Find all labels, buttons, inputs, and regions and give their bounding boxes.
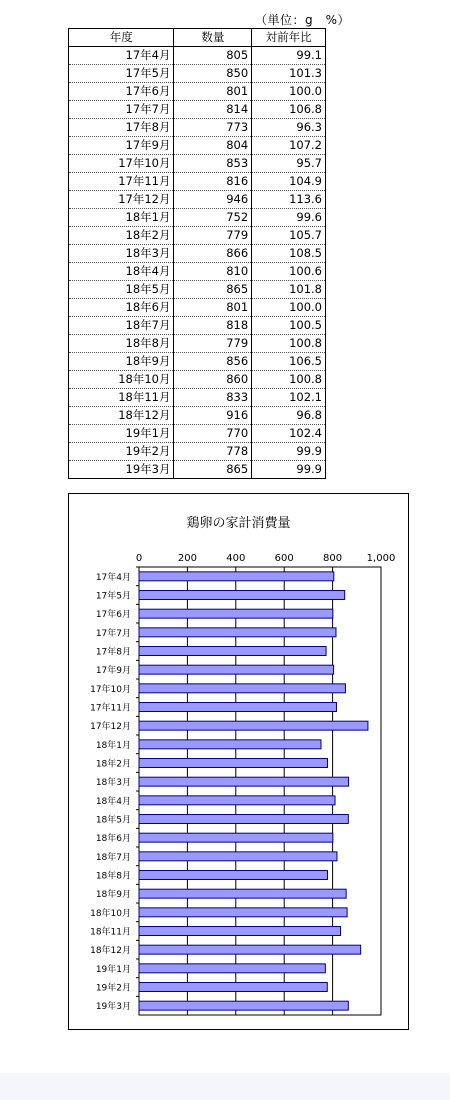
row-yoy-ratio: 105.7 (252, 227, 326, 245)
x-tick-label: 800 (323, 553, 343, 564)
row-yoy-ratio: 100.6 (252, 263, 326, 281)
bar-chart (69, 494, 410, 1031)
row-period: 17年7月 (69, 101, 174, 119)
category-label: 18年3月 (95, 778, 131, 789)
row-period: 19年3月 (69, 461, 174, 479)
row-period: 18年8月 (69, 335, 174, 353)
table-row (69, 83, 326, 101)
bar (139, 740, 321, 749)
category-label: 18年11月 (90, 927, 131, 938)
bar (139, 833, 333, 842)
chart-title: 鶏卵の家計消費量 (186, 516, 291, 531)
category-label: 18年4月 (95, 796, 131, 807)
row-yoy-ratio: 106.8 (252, 101, 326, 119)
row-period: 17年6月 (69, 83, 174, 101)
bar (139, 889, 346, 898)
row-period: 17年9月 (69, 137, 174, 155)
row-yoy-ratio: 113.6 (252, 191, 326, 209)
category-label: 17年8月 (95, 647, 131, 658)
x-tick-label: 400 (226, 553, 246, 564)
header-period: 年度 (69, 29, 174, 47)
row-yoy-ratio: 100.5 (252, 317, 326, 335)
row-quantity: 818 (174, 317, 252, 335)
table-header-row (69, 29, 326, 47)
category-label: 18年5月 (95, 815, 131, 826)
category-label: 19年2月 (95, 983, 131, 994)
row-quantity: 866 (174, 245, 252, 263)
x-tick-label: 1,000 (366, 553, 396, 564)
row-quantity: 779 (174, 335, 252, 353)
row-quantity: 865 (174, 461, 252, 479)
bar (139, 721, 368, 730)
category-label: 18年6月 (95, 834, 131, 845)
bar (139, 908, 347, 917)
table-row (69, 317, 326, 335)
header-yoy-ratio: 対前年比 (252, 29, 326, 47)
row-period: 19年1月 (69, 425, 174, 443)
row-yoy-ratio: 100.0 (252, 299, 326, 317)
row-period: 18年10月 (69, 371, 174, 389)
row-quantity: 865 (174, 281, 252, 299)
table-row (69, 425, 326, 443)
category-label: 17年10月 (90, 684, 131, 695)
unit-label: （単位：g %） (255, 13, 351, 27)
table-row (69, 101, 326, 119)
footer-band (0, 1073, 450, 1100)
row-quantity: 805 (174, 47, 252, 65)
row-quantity: 801 (174, 83, 252, 101)
table-row (69, 227, 326, 245)
row-period: 18年1月 (69, 209, 174, 227)
table-row (69, 443, 326, 461)
bar (139, 983, 327, 992)
row-period: 18年11月 (69, 389, 174, 407)
table-row (69, 191, 326, 209)
bar (139, 759, 328, 768)
data-table (68, 28, 326, 479)
bar (139, 628, 336, 637)
row-quantity: 816 (174, 173, 252, 191)
row-quantity: 778 (174, 443, 252, 461)
bar (139, 852, 337, 861)
category-label: 18年12月 (90, 946, 131, 957)
table-body (69, 47, 326, 479)
x-tick-label: 200 (177, 553, 197, 564)
row-yoy-ratio: 96.8 (252, 407, 326, 425)
row-quantity: 860 (174, 371, 252, 389)
row-period: 17年8月 (69, 119, 174, 137)
row-yoy-ratio: 100.8 (252, 371, 326, 389)
row-yoy-ratio: 100.8 (252, 335, 326, 353)
row-yoy-ratio: 102.4 (252, 425, 326, 443)
row-quantity: 856 (174, 353, 252, 371)
x-tick-label: 600 (274, 553, 294, 564)
bar (139, 945, 361, 954)
category-label: 17年4月 (95, 572, 131, 583)
row-period: 18年9月 (69, 353, 174, 371)
category-label: 17年7月 (95, 628, 131, 639)
table-row (69, 263, 326, 281)
bar (139, 871, 328, 880)
row-period: 18年5月 (69, 281, 174, 299)
row-yoy-ratio: 99.9 (252, 461, 326, 479)
category-label: 19年3月 (95, 1002, 131, 1013)
row-period: 18年4月 (69, 263, 174, 281)
category-label: 18年8月 (95, 871, 131, 882)
row-quantity: 916 (174, 407, 252, 425)
row-quantity: 833 (174, 389, 252, 407)
row-yoy-ratio: 101.8 (252, 281, 326, 299)
x-tick-label: 0 (135, 553, 143, 564)
bar (139, 609, 333, 618)
row-yoy-ratio: 102.1 (252, 389, 326, 407)
row-yoy-ratio: 101.3 (252, 65, 326, 83)
bar (139, 572, 334, 581)
table-row (69, 299, 326, 317)
row-yoy-ratio: 99.6 (252, 209, 326, 227)
table-row (69, 209, 326, 227)
row-period: 18年2月 (69, 227, 174, 245)
table-row (69, 461, 326, 479)
row-quantity: 801 (174, 299, 252, 317)
row-period: 18年6月 (69, 299, 174, 317)
row-quantity: 853 (174, 155, 252, 173)
category-label: 17年11月 (90, 703, 131, 714)
row-yoy-ratio: 107.2 (252, 137, 326, 155)
row-quantity: 770 (174, 425, 252, 443)
row-yoy-ratio: 95.7 (252, 155, 326, 173)
bar (139, 647, 326, 656)
row-period: 18年12月 (69, 407, 174, 425)
table-row (69, 407, 326, 425)
row-quantity: 946 (174, 191, 252, 209)
table-row (69, 371, 326, 389)
category-label: 17年5月 (95, 591, 131, 602)
table-row (69, 281, 326, 299)
header-quantity: 数量 (174, 29, 252, 47)
bar (139, 927, 341, 936)
row-quantity: 779 (174, 227, 252, 245)
table-row (69, 119, 326, 137)
row-period: 18年7月 (69, 317, 174, 335)
category-label: 18年2月 (95, 759, 131, 770)
category-label: 19年1月 (95, 964, 131, 975)
row-quantity: 810 (174, 263, 252, 281)
category-label: 18年9月 (95, 890, 131, 901)
row-period: 17年11月 (69, 173, 174, 191)
bar (139, 815, 348, 824)
category-label: 18年1月 (95, 740, 131, 751)
row-period: 17年12月 (69, 191, 174, 209)
row-quantity: 814 (174, 101, 252, 119)
row-yoy-ratio: 99.9 (252, 443, 326, 461)
chart-container (68, 493, 409, 1030)
row-period: 18年3月 (69, 245, 174, 263)
row-period: 17年4月 (69, 47, 174, 65)
bar (139, 665, 334, 674)
table-row (69, 173, 326, 191)
bar (139, 684, 345, 693)
category-label: 18年10月 (90, 908, 131, 919)
table-row (69, 155, 326, 173)
row-quantity: 804 (174, 137, 252, 155)
row-yoy-ratio: 106.5 (252, 353, 326, 371)
category-label: 17年6月 (95, 610, 131, 621)
row-quantity: 850 (174, 65, 252, 83)
row-period: 19年2月 (69, 443, 174, 461)
bar (139, 777, 349, 786)
bar (139, 964, 325, 973)
category-label: 18年7月 (95, 852, 131, 863)
category-label: 17年9月 (95, 666, 131, 677)
row-yoy-ratio: 100.0 (252, 83, 326, 101)
row-yoy-ratio: 99.1 (252, 47, 326, 65)
table-row (69, 47, 326, 65)
table-row (69, 245, 326, 263)
table-row (69, 137, 326, 155)
category-label: 17年12月 (90, 722, 131, 733)
bar (139, 796, 335, 805)
row-period: 17年5月 (69, 65, 174, 83)
row-yoy-ratio: 104.9 (252, 173, 326, 191)
table-row (69, 65, 326, 83)
row-quantity: 773 (174, 119, 252, 137)
table-row (69, 335, 326, 353)
table-row (69, 353, 326, 371)
bar (139, 591, 345, 600)
table-row (69, 389, 326, 407)
row-yoy-ratio: 108.5 (252, 245, 326, 263)
bar (139, 1001, 348, 1010)
row-quantity: 752 (174, 209, 252, 227)
row-period: 17年10月 (69, 155, 174, 173)
bar (139, 703, 336, 712)
row-yoy-ratio: 96.3 (252, 119, 326, 137)
